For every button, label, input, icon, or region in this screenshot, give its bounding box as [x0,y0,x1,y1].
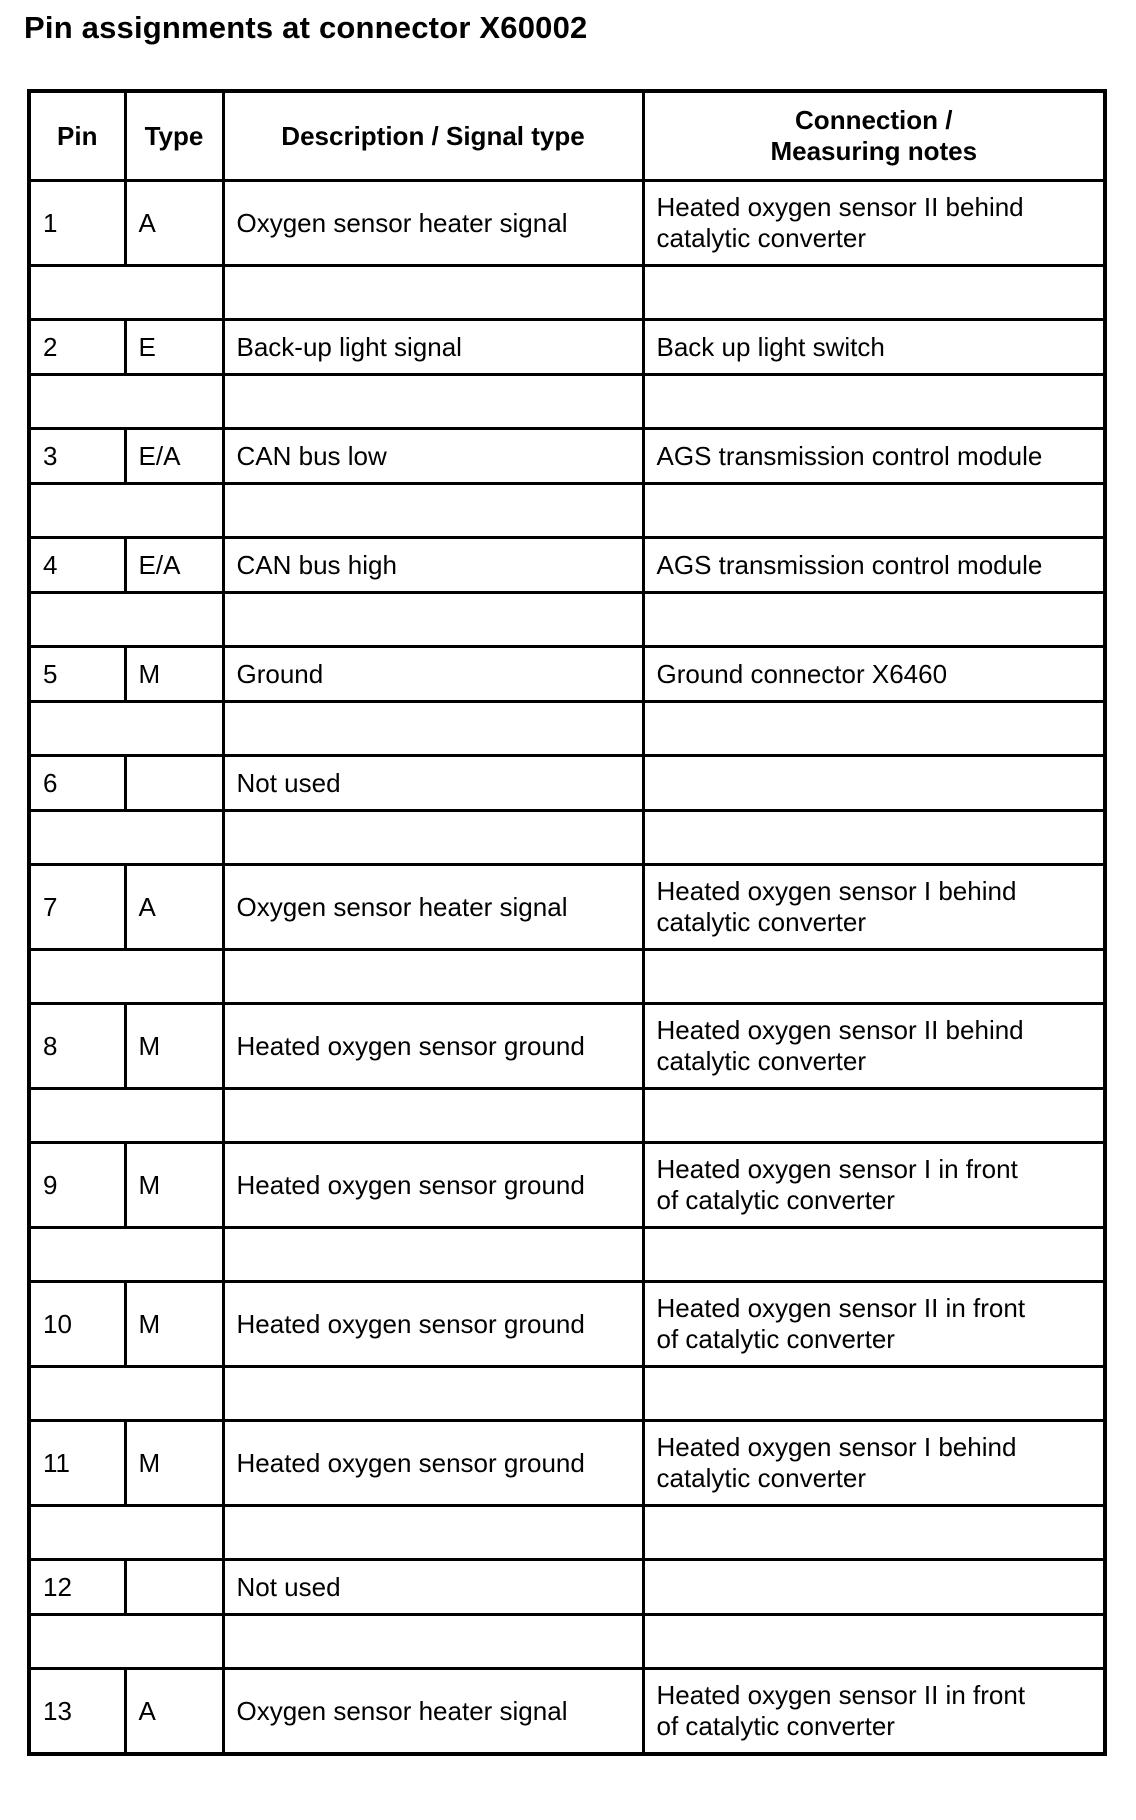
connection-line1: AGS transmission control module [656,549,1043,580]
spacer-cell [29,702,223,756]
type-cell: M [125,1143,223,1228]
table-row [29,756,1105,811]
type-cell: M [125,1282,223,1367]
spacer-row [29,1615,1105,1669]
spacer-cell [29,811,223,865]
connection-line1: Back up light switch [656,331,885,362]
spacer-row [29,593,1105,647]
spacer-cell [223,1228,643,1282]
spacer-row [29,1228,1105,1282]
description-cell: Ground [223,647,643,702]
spacer-cell [223,593,643,647]
connection-line2: catalytic converter [656,223,867,253]
pin-cell: 2 [29,320,125,375]
description-cell: Heated oxygen sensor ground [223,1421,643,1506]
connection-cell [643,1560,1105,1615]
spacer-cell [29,1367,223,1421]
spacer-cell [643,266,1105,320]
pin-cell: 1 [29,181,125,266]
type-cell: M [125,647,223,702]
table-row [29,429,1105,484]
connection-cell [643,181,1105,266]
spacer-cell [29,484,223,538]
table-row [29,181,1105,266]
pin-cell: 6 [29,756,125,811]
connection-line1: Heated oxygen sensor I behind [656,876,1017,906]
spacer-cell [643,811,1105,865]
connection-line1: Heated oxygen sensor II behind [656,192,1024,222]
spacer-cell [223,484,643,538]
table-row [29,1421,1105,1506]
type-cell: E/A [125,538,223,593]
connection-line1: Heated oxygen sensor I in front [656,1154,1018,1184]
description-cell: Oxygen sensor heater signal [223,1669,643,1755]
spacer-row [29,1367,1105,1421]
connection-cell [643,1004,1105,1089]
type-cell: A [125,1669,223,1755]
spacer-cell [29,375,223,429]
description-cell: Heated oxygen sensor ground [223,1143,643,1228]
description-cell: Heated oxygen sensor ground [223,1282,643,1367]
connection-line1: Heated oxygen sensor II in front [656,1680,1026,1710]
pin-cell: 4 [29,538,125,593]
spacer-row [29,811,1105,865]
spacer-cell [223,702,643,756]
spacer-cell [29,266,223,320]
connection-cell [643,1143,1105,1228]
table-row [29,320,1105,375]
connection-line2: catalytic converter [656,1463,867,1493]
connection-line1: AGS transmission control module [656,440,1043,471]
description-cell: Not used [223,756,643,811]
spacer-cell [643,1506,1105,1560]
pin-cell: 11 [29,1421,125,1506]
pin-cell: 5 [29,647,125,702]
connection-cell [643,429,1105,484]
connection-line1: Heated oxygen sensor II behind [656,1015,1024,1045]
table-row [29,538,1105,593]
spacer-cell [643,1367,1105,1421]
spacer-cell [643,593,1105,647]
header-connection-line1: Connection / [795,105,953,135]
table-row [29,1004,1105,1089]
connection-cell [643,538,1105,593]
pin-cell: 9 [29,1143,125,1228]
spacer-cell [29,1089,223,1143]
description-cell: Heated oxygen sensor ground [223,1004,643,1089]
spacer-cell [223,266,643,320]
spacer-cell [643,484,1105,538]
header-connection [643,91,1105,181]
spacer-row [29,266,1105,320]
type-cell: M [125,1421,223,1506]
spacer-cell [643,1615,1105,1669]
type-cell: E [125,320,223,375]
type-cell: E/A [125,429,223,484]
spacer-row [29,950,1105,1004]
spacer-cell [643,1089,1105,1143]
spacer-cell [223,950,643,1004]
description-cell: CAN bus high [223,538,643,593]
header-type: Type [125,91,223,181]
connection-line2: catalytic converter [656,907,867,937]
spacer-cell [29,1228,223,1282]
spacer-cell [643,702,1105,756]
spacer-row [29,375,1105,429]
description-cell: Oxygen sensor heater signal [223,181,643,266]
spacer-row [29,1506,1105,1560]
pin-cell: 10 [29,1282,125,1367]
table-row [29,1669,1105,1755]
description-cell: CAN bus low [223,429,643,484]
type-cell [125,756,223,811]
table-row [29,865,1105,950]
spacer-row [29,484,1105,538]
pin-cell: 12 [29,1560,125,1615]
pin-cell: 8 [29,1004,125,1089]
table-header-row [29,91,1105,181]
connection-line1: Ground connector X6460 [656,658,948,689]
spacer-cell [643,950,1105,1004]
table-row [29,1282,1105,1367]
pin-cell: 13 [29,1669,125,1755]
type-cell [125,1560,223,1615]
header-pin: Pin [29,91,125,181]
description-cell: Not used [223,1560,643,1615]
connection-line2: of catalytic converter [656,1711,895,1741]
table-row [29,647,1105,702]
connection-line2: of catalytic converter [656,1185,895,1215]
spacer-cell [223,811,643,865]
connection-line2: catalytic converter [656,1046,867,1076]
spacer-cell [643,1228,1105,1282]
connection-cell [643,1282,1105,1367]
header-connection-line2: Measuring notes [770,136,978,166]
connection-cell [643,1669,1105,1755]
table-row [29,1560,1105,1615]
connection-cell [643,756,1105,811]
description-cell: Oxygen sensor heater signal [223,865,643,950]
header-description: Description / Signal type [223,91,643,181]
spacer-cell [29,593,223,647]
spacer-cell [223,375,643,429]
type-cell: M [125,1004,223,1089]
pin-cell: 7 [29,865,125,950]
table-body [29,181,1105,1755]
connection-line2: of catalytic converter [656,1324,895,1354]
spacer-row [29,702,1105,756]
spacer-cell [223,1506,643,1560]
spacer-cell [29,950,223,1004]
connection-cell [643,647,1105,702]
spacer-cell [643,375,1105,429]
spacer-cell [223,1367,643,1421]
spacer-cell [223,1615,643,1669]
type-cell: A [125,865,223,950]
connection-cell [643,865,1105,950]
spacer-row [29,1089,1105,1143]
page-title: Pin assignments at connector X60002 [24,10,588,45]
pin-cell: 3 [29,429,125,484]
spacer-cell [29,1615,223,1669]
spacer-cell [223,1089,643,1143]
connection-cell [643,320,1105,375]
connection-line1: Heated oxygen sensor II in front [656,1293,1026,1323]
connection-cell [643,1421,1105,1506]
type-cell: A [125,181,223,266]
spacer-cell [29,1506,223,1560]
connection-line1: Heated oxygen sensor I behind [656,1432,1017,1462]
description-cell: Back-up light signal [223,320,643,375]
table-row [29,1143,1105,1228]
pin-assignment-table [27,89,1107,1756]
